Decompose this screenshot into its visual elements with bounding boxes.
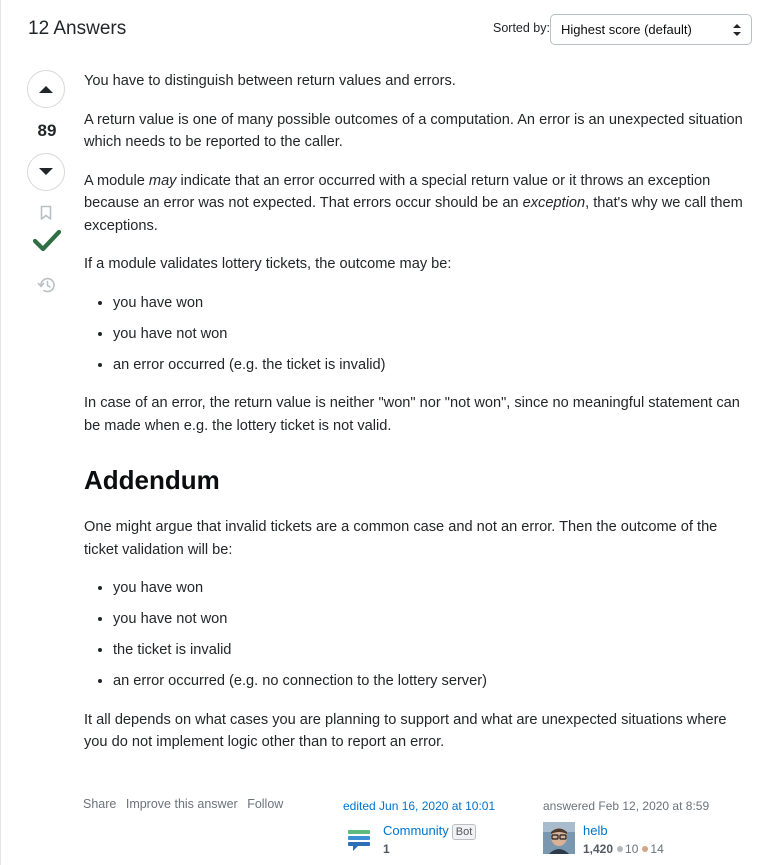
author-signature bbox=[543, 799, 743, 856]
improve-answer-link[interactable]: Improve this answer bbox=[125, 797, 238, 811]
arrow-down-icon bbox=[38, 166, 54, 178]
outcome-list bbox=[84, 292, 744, 377]
outcome-list-addendum bbox=[84, 577, 744, 693]
editor-reputation: 1 bbox=[383, 842, 390, 856]
paragraph: If a module validates lottery tickets, the outcome may be: bbox=[84, 256, 452, 272]
paragraph: It all depends on what cases you are planning to support and what are unexpected situations where you do not implement logic other than to report an error. bbox=[84, 711, 727, 750]
silver-badge-count: 10 bbox=[625, 842, 639, 856]
vote-count: 89 bbox=[37, 121, 57, 140]
bot-badge: Bot bbox=[452, 824, 477, 840]
bronze-badge-count: 14 bbox=[650, 842, 664, 856]
list-item: • you have not won bbox=[113, 608, 744, 631]
text-span: A module bbox=[84, 172, 149, 189]
page-left-border bbox=[0, 0, 1, 865]
bookmark-icon[interactable] bbox=[40, 205, 52, 221]
follow-link[interactable]: Follow bbox=[247, 797, 284, 811]
editor-name[interactable] bbox=[383, 823, 476, 840]
sort-label: Sorted by: bbox=[493, 21, 550, 35]
author-name[interactable]: helb bbox=[583, 823, 608, 838]
emphasis: may bbox=[148, 172, 177, 189]
list-item: • you have not won bbox=[113, 323, 744, 346]
upvote-button[interactable] bbox=[27, 70, 65, 108]
answer-body bbox=[84, 70, 744, 770]
answered-timestamp[interactable]: answered Feb 12, 2020 at 8:59 bbox=[543, 799, 710, 813]
paragraph: You have to distinguish between return values and errors. bbox=[84, 73, 456, 89]
sort-select[interactable] bbox=[550, 14, 752, 45]
list-item: • you have won bbox=[113, 292, 744, 315]
history-icon[interactable] bbox=[37, 276, 57, 294]
text-span: , that's why we call them exceptions. bbox=[84, 195, 743, 234]
addendum-heading: Addendum bbox=[84, 465, 220, 495]
reputation-score: 1,420 bbox=[583, 842, 614, 856]
emphasis: exception bbox=[522, 195, 586, 211]
editor-name-text: Community bbox=[383, 823, 449, 838]
list-item: • an error occurred (e.g. no connection to the lottery server) bbox=[113, 670, 744, 693]
arrow-up-icon bbox=[38, 83, 54, 95]
paragraph: One might argue that invalid tickets are a common case and not an error. Then the outcome of the ticket validation will be: bbox=[84, 519, 718, 558]
checkmark-icon bbox=[32, 228, 62, 254]
author-reputation bbox=[583, 842, 664, 856]
post-footer bbox=[83, 796, 753, 862]
post-menu bbox=[83, 797, 289, 811]
list-item: • you have won bbox=[113, 577, 744, 600]
list-item: • the ticket is invalid bbox=[113, 639, 744, 662]
paragraph: In case of an error, the return value is neither "won" nor "not won", since no meaningful statement can be made when e.g. the lottery ticket is not valid. bbox=[84, 395, 740, 434]
select-arrows-icon bbox=[733, 23, 741, 37]
paragraph bbox=[84, 170, 744, 238]
edited-signature bbox=[343, 799, 508, 856]
text-span: indicate that an error occurred with a special return value or it throws an exception because an error was not expected. That errors occur should be an bbox=[84, 172, 711, 211]
downvote-button[interactable] bbox=[27, 153, 65, 191]
user-avatar[interactable] bbox=[543, 822, 575, 854]
bronze-badge-icon bbox=[642, 846, 648, 852]
paragraph: A return value is one of many possible outcomes of a computation. An error is an unexpected situation which needs to be reported to the caller. bbox=[84, 111, 743, 150]
answers-count: 12 Answers bbox=[28, 18, 127, 39]
community-avatar-icon[interactable] bbox=[343, 822, 375, 854]
share-link[interactable]: Share bbox=[83, 797, 117, 811]
answers-header bbox=[28, 0, 754, 58]
silver-badge-icon bbox=[617, 846, 623, 852]
sort-select-value: Highest score (default) bbox=[561, 22, 692, 37]
edited-timestamp[interactable]: edited Jun 16, 2020 at 10:01 bbox=[343, 799, 496, 813]
list-item: • an error occurred (e.g. the ticket is invalid) bbox=[113, 354, 744, 377]
